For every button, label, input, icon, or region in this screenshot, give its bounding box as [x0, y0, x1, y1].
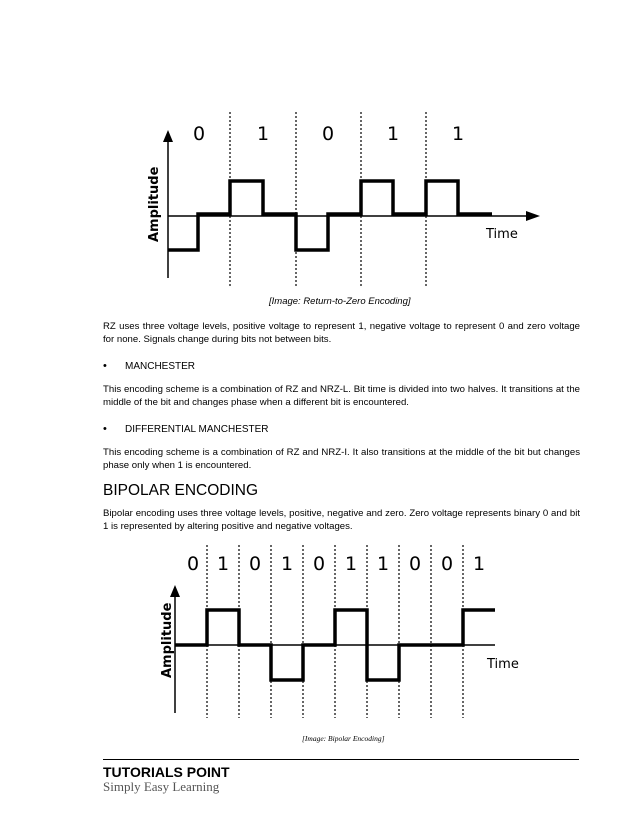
rz-encoding-diagram — [130, 110, 550, 290]
bipolar-heading: BIPOLAR ENCODING — [103, 482, 259, 499]
footer-divider — [103, 759, 579, 760]
bipolar-bit-label: 1 — [280, 553, 294, 575]
rz-y-axis-label: Amplitude — [147, 166, 162, 242]
differential-manchester-bullet — [103, 423, 269, 435]
bipolar-x-axis-label: Time — [487, 657, 519, 672]
rz-bit-label: 1 — [256, 123, 270, 145]
rz-description: RZ uses three voltage levels, positive voltage to represent 1, negative voltage to represent 0 and zero voltage for none. Signals change during bits not between bits. — [103, 321, 580, 345]
bipolar-description: Bipolar encoding uses three voltage levels, positive, negative and zero. Zero voltage represents binary 0 and bit 1 is represented by altering positive and negative voltages. — [103, 508, 580, 532]
rz-y-axis-arrow — [163, 130, 173, 142]
bipolar-bit-label: 1 — [376, 553, 390, 575]
differential-manchester-label: DIFFERENTIAL MANCHESTER — [125, 423, 269, 435]
bipolar-y-axis-arrow — [170, 585, 180, 597]
rz-x-axis-arrow — [526, 211, 540, 221]
rz-bit-label: 1 — [451, 123, 465, 145]
rz-encoding-figure — [130, 110, 550, 290]
manchester-bullet — [103, 360, 195, 372]
rz-bit-label: 0 — [192, 123, 206, 145]
manchester-label: MANCHESTER — [125, 360, 196, 372]
footer-subtitle: Simply Easy Learning — [103, 779, 220, 794]
manchester-description: This encoding scheme is a combination of RZ and NRZ-L. Bit time is divided into two halves. It transitions at the middle of the bit and changes phase when a different bit is encountered. — [103, 384, 580, 408]
bipolar-y-axis-label: Amplitude — [160, 602, 175, 678]
rz-bit-label: 0 — [321, 123, 335, 145]
differential-manchester-description: This encoding scheme is a combination of RZ and NRZ-I. It also transitions at the middle of the bit but changes phase only when 1 is encountered. — [103, 447, 580, 471]
bullet-icon: • — [103, 360, 107, 372]
bipolar-encoding-figure — [155, 543, 535, 723]
rz-figure-caption: [Image: Return-to-Zero Encoding] — [269, 296, 411, 307]
bipolar-bit-label: 1 — [344, 553, 358, 575]
bipolar-bit-label: 0 — [312, 553, 326, 575]
rz-x-axis-label: Time — [486, 227, 518, 242]
footer-title: TUTORIALS POINT — [103, 764, 230, 780]
bipolar-encoding-diagram — [155, 543, 535, 723]
bipolar-bit-label: 0 — [440, 553, 454, 575]
bipolar-bit-label: 0 — [186, 553, 200, 575]
bipolar-bit-label: 0 — [408, 553, 422, 575]
bullet-icon: • — [103, 423, 107, 435]
bipolar-bit-label: 1 — [472, 553, 486, 575]
bipolar-bit-label: 1 — [216, 553, 230, 575]
bipolar-bit-label: 0 — [248, 553, 262, 575]
bipolar-figure-caption: [Image: Bipolar Encoding] — [302, 734, 385, 743]
rz-bit-label: 1 — [386, 123, 400, 145]
